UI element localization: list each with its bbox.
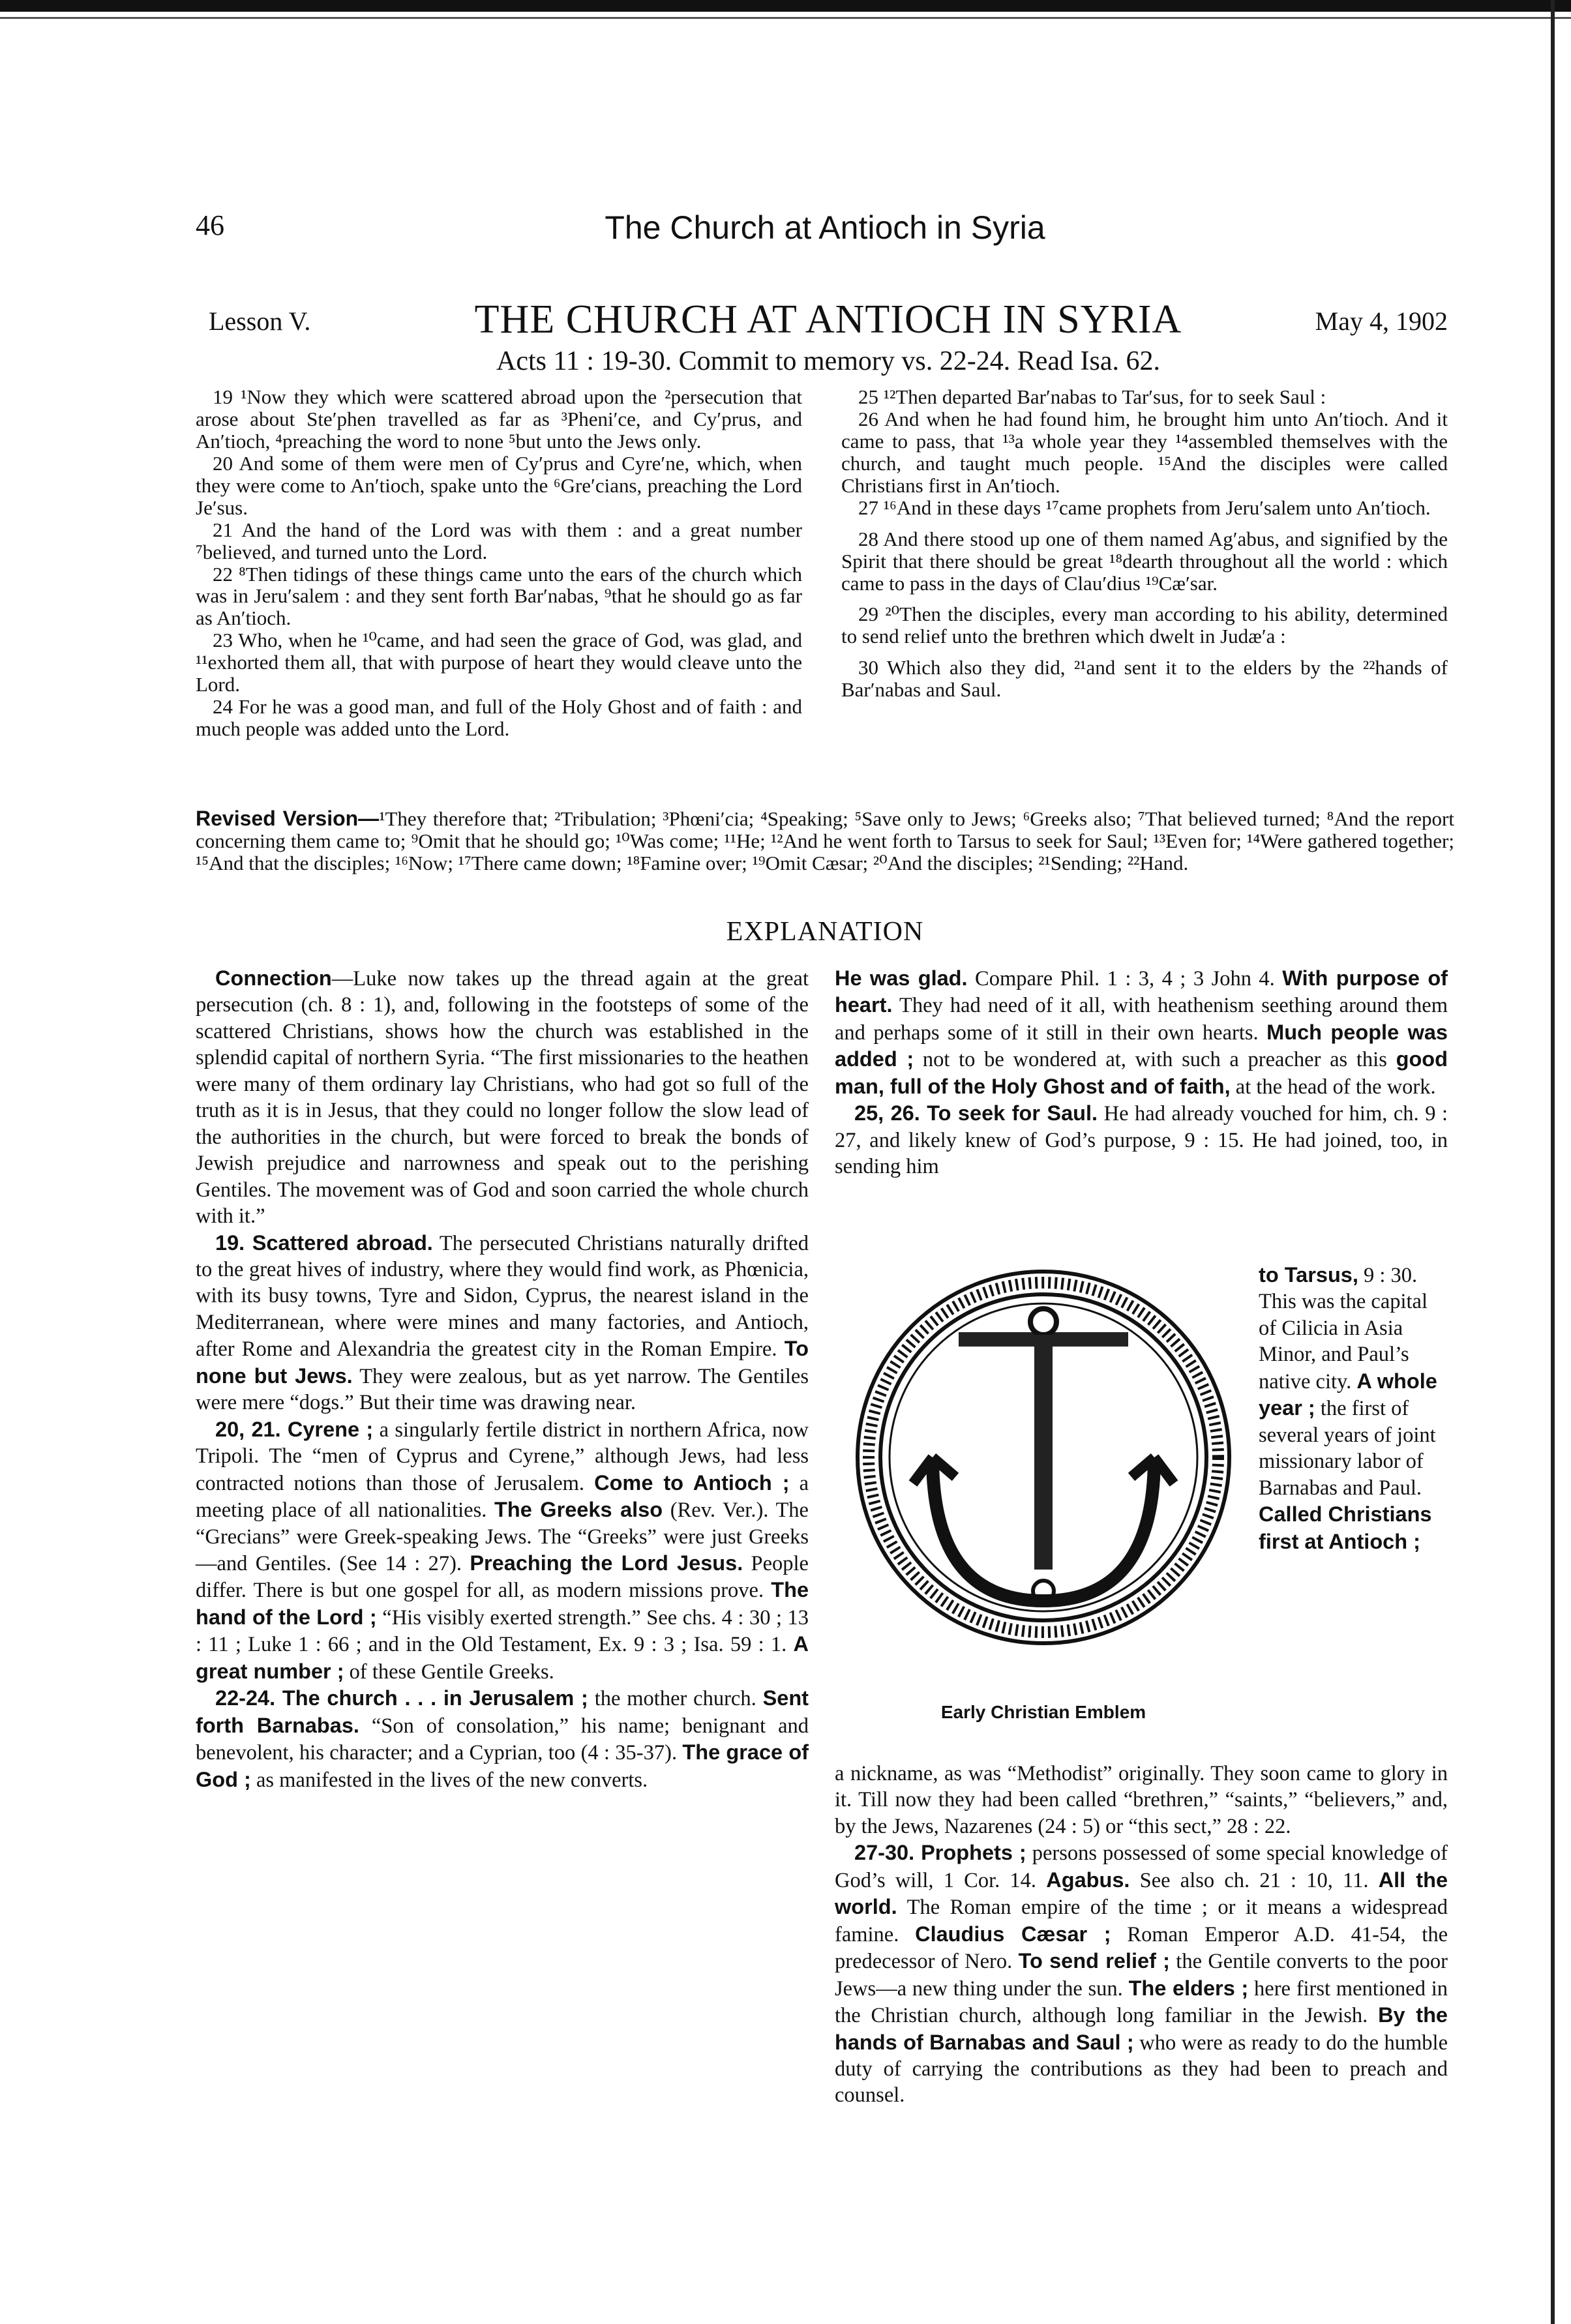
right-border-rule: [1551, 0, 1555, 2324]
explanation-right-column-bottom: [835, 1761, 1448, 2109]
explanation-heading: EXPLANATION: [726, 917, 924, 947]
note-verses-25-26: 25, 26. To seek for Saul. He had already vouched for him, ch. 9 : 27, and likely knew of God’s purpose, 9 : 15. He had joined, too, in sending him: [835, 1101, 1448, 1179]
top-border-rule: [0, 0, 1571, 12]
verse-22: 22 ⁸Then tidings of these things came unto the ears of the church which was in Jeru′salem : and they sent forth Bar′nabas, ⁹that he should go as far as An′tioch.: [196, 562, 802, 630]
running-head: [196, 209, 1454, 261]
verses-left-column: [196, 386, 802, 740]
verse-24: 24 For he was a good man, and full of the Holy Ghost and of faith : and much people was added unto the Lord.: [196, 695, 802, 741]
verse-21: 21 And the hand of the Lord was with them : and a great number ⁷believed, and turned unto the Lord.: [196, 518, 802, 563]
revised-version-notes: [196, 807, 1454, 874]
revised-version-text: ¹They therefore that; ²Tribulation; ³Phœni′cia; ⁴Speaking; ⁵Save only to Jews; ⁶Greeks also; ⁷That believed turned; ⁸And the report concerning them came to; ⁹Omit that he should go; ¹⁰Was come; ¹¹He; ¹²And he went forth to Tarsus to seek for Saul; ¹³Even for; ¹⁴Were gathered together; ¹⁵And that the disciples; ¹⁶Now; ¹⁷There came down; ¹⁸Famine over; ¹⁹Omit Cæsar; ²⁰And the disciples; ²¹Sending; ²²Hand.: [196, 807, 1454, 875]
verse-19: 19 ¹Now they which were scattered abroad upon the ²persecution that arose about Ste′phen travelled as far as ³Pheni′ce, and Cy′prus, and An′tioch, ⁴preaching the word to none ⁵but unto the Jews only.: [196, 385, 802, 453]
note-verses-22-24-continued: He was glad. Compare Phil. 1 : 3, 4 ; 3 John 4. With purpose of heart. They had need of it all, with heathenism seething around them and perhaps some of it still in their own hearts. Much people was added ; not to be wondered at, with such a preacher as this good man, full of the Holy Ghost and of faith, at the head of the work.: [835, 966, 1448, 1099]
verse-30: 30 Which also they did, ²¹and sent it to the elders by the ²²hands of Bar′nabas and Saul.: [841, 656, 1448, 702]
note-verses-27-30: 27-30. Prophets ; persons possessed of some special knowledge of God’s will, 1 Cor. 14. Agabus. See also ch. 21 : 10, 11. All the world. The Roman empire of the time ; or it means a widespread famine. Claudius Cæsar ; Roman Emperor A.D. 41-54, the predecessor of Nero. To send relief ; the Gentile converts to the poor Jews—a new thing under the sun. The elders ; here first mentioned in the Christian church, although long familiar in the Jewish. By the hands of Barnabas and Saul ; who were as ready to do the humble duty of carrying the contributions as they had been to preach and counsel.: [835, 1841, 1448, 2108]
running-title: The Church at Antioch in Syria: [605, 209, 1045, 246]
lesson-header: [209, 297, 1448, 349]
explanation-left-column: [196, 965, 809, 1793]
verse-29: 29 ²⁰Then the disciples, every man according to his ability, determined to send relief unto the brethren which dwelt in Judæ′a :: [841, 603, 1448, 648]
connection-paragraph: Connection—Luke now takes up the thread again at the great persecution (ch. 8 : 1), and, following in the footsteps of some of the scattered Christians, shows how the church was established in the splendid capital of northern Syria. “The first missionaries to the heathen were many of them ordinary lay Christians, who had got so full of the truth as it is in Jesus, that they could no longer follow the slow lead of the authorities in the church, but were forced to break the bonds of Jewish prejudice and narrowness and speak out to the perishing Gentiles. The movement was of God and soon carried the whole church with it.”: [196, 966, 809, 1229]
verse-20: 20 And some of them were men of Cy′prus and Cyre′ne, which, when they were come to An′tioch, spake unto the ⁶Gre′cians, preaching the Lord Je′sus.: [196, 451, 802, 519]
lesson-title: THE CHURCH AT ANTIOCH IN SYRIA: [474, 297, 1182, 342]
note-verses-25-26-christians: a nickname, as was “Methodist” originally. They soon came to glory in it. Till now they had been called “brethren,” “saints,” “believers,” and, by the Jews, Nazarenes (24 : 5) or “this sect,” 28 : 22.: [835, 1762, 1448, 1838]
verse-27: 27 ¹⁶And in these days ¹⁷came prophets from Jeru′salem unto An′tioch.: [858, 496, 1431, 519]
explanation-right-column-top: [835, 965, 1448, 1180]
top-border-thin-rule: [0, 17, 1571, 19]
verse-26: 26 And when he had found him, he brought him unto An′tioch. And it came to pass, that ¹³a whole year they ¹⁴assembled themselves with the church, and taught much people. ¹⁵And the disciples were called Christians first in An′tioch.: [841, 407, 1448, 497]
note-verses-25-26-tarsus: to Tarsus, 9 : 30. This was the capital of Cilicia in Asia Minor, and Paul’s native city. A whole year ; the first of several years of joint missionary labor of Barnabas and Paul. Called Christians first at Antioch ;: [1259, 1263, 1437, 1553]
explanation-narrow-column: [1259, 1262, 1448, 1555]
anchor-emblem-icon: [848, 1262, 1239, 1679]
scripture-reference: Acts 11 : 19-30. Commit to memory vs. 22-24. Read Isa. 62.: [496, 346, 1160, 376]
page-number: 46: [196, 209, 224, 241]
lesson-date: May 4, 1902: [1315, 306, 1448, 336]
note-verses-22-24: 22-24. The church . . . in Jerusalem ; the mother church. Sent forth Barnabas. “Son of consolation,” his name; benignant and benevolent, his character; and a Cyprian, too (4 : 35-37). The grace of God ; as manifested in the lives of the new converts.: [196, 1686, 809, 1792]
verse-25: 25 ¹²Then departed Bar′nabas to Tar′sus, for to seek Saul :: [858, 385, 1326, 408]
note-verses-20-21: 20, 21. Cyrene ; a singularly fertile district in northern Africa, now Tripoli. The “men of Cyprus and Cyrene,” although Jews, had less contracted notions than those of Jerusalem. Come to Antioch ; a meeting place of all nationalities. The Greeks also (Rev. Ver.). The “Grecians” were Greek-speaking Jews. The “Greeks” were just Greeks—and Gentiles. (See 14 : 27). Preaching the Lord Jesus. People differ. There is but one gospel for all, as modern missions prove. The hand of the Lord ; “His visibly exerted strength.” See chs. 4 : 30 ; 13 : 11 ; Luke 1 : 66 ; and in the Old Testament, Ex. 9 : 3 ; Isa. 59 : 1. A great number ; of these Gentile Greeks.: [196, 1417, 809, 1684]
note-verse-19: 19. Scattered abroad. The persecuted Christians naturally drifted to the great hives of industry, where they would find work, as Phœnicia, with its busy towns, Tyre and Sidon, Cyprus, the nearest island in the Mediterranean, where were mines and many factories, and Antioch, after Rome and Alexandria the greatest city in the Roman Empire. To none but Jews. They were zealous, but as yet narrow. The Gentiles were mere “dogs.” But their time was drawing near.: [196, 1230, 809, 1415]
verse-28: 28 And there stood up one of them named Ag′abus, and signified by the Spirit that there should be great ¹⁸dearth throughout all the world : which came to pass in the days of Clau′dius ¹⁹Cæ′sar.: [841, 527, 1448, 595]
verses-right-column: [841, 386, 1448, 701]
figure-caption: Early Christian Emblem: [940, 1702, 1146, 1722]
verse-23: 23 Who, when he ¹⁰came, and had seen the grace of God, was glad, and ¹¹exhorted them all, that with purpose of heart they would cleave unto the Lord.: [196, 629, 802, 696]
revised-version-lead: Revised Version—: [196, 807, 380, 830]
lesson-label: Lesson V.: [209, 306, 311, 336]
